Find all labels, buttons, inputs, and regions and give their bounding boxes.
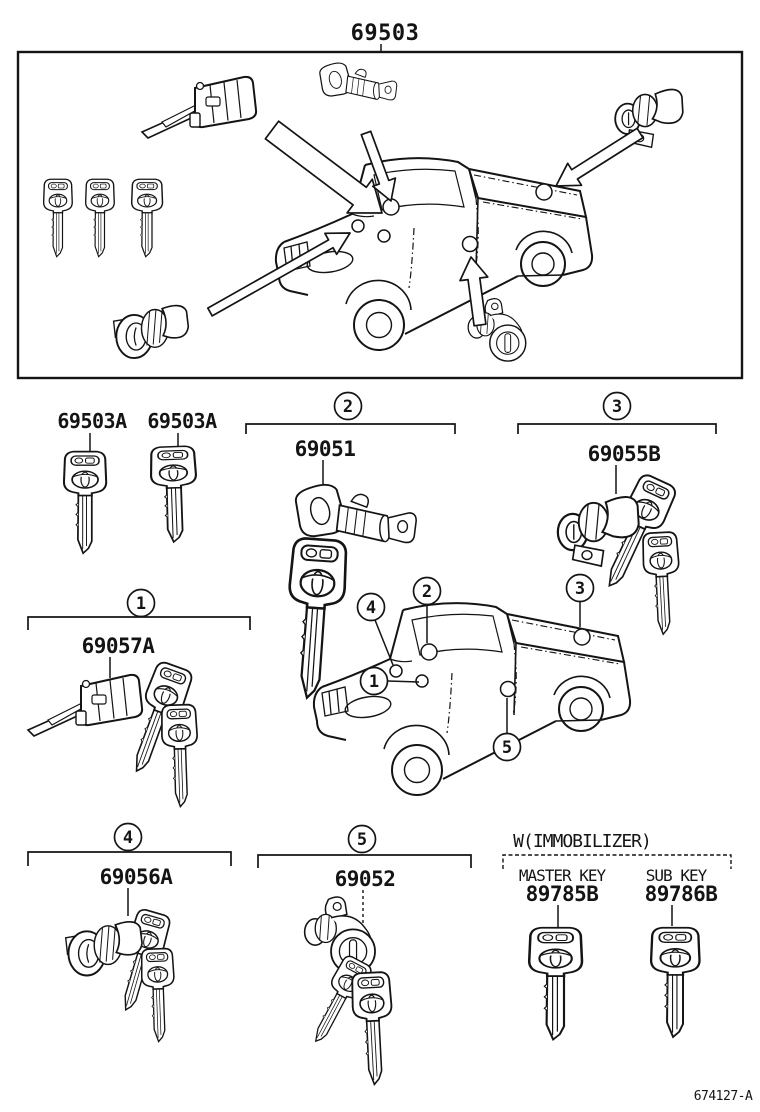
truck-callout-2: 2: [421, 582, 433, 602]
truck-callout-5: 5: [501, 738, 513, 758]
master-key-art: [529, 928, 582, 1040]
location-truck-art: [314, 603, 630, 795]
immobilizer-heading: W(IMMOBILIZER): [513, 831, 651, 852]
section-3-key-b-art: [642, 532, 682, 635]
section-2-door-lock-art: [296, 485, 416, 543]
kit-door-lock-assembly-art: [320, 63, 397, 100]
loose-key-right-label: 69503A: [147, 409, 217, 433]
section-5-key-b-art: [351, 972, 396, 1086]
section-4-bracket: [28, 852, 231, 866]
truck-callout-4: 4: [365, 598, 377, 618]
drawing-code: 674127-A: [693, 1089, 753, 1104]
loose-key-left-art: [64, 452, 106, 554]
section-5-lock-art: [305, 897, 375, 973]
section-4-part-number: 69056A: [99, 865, 173, 889]
section-2-bracket: [246, 424, 455, 434]
truck-callout-3: 3: [574, 579, 586, 599]
section-3-bracket: [518, 424, 716, 434]
truck-callout-1-leader: [388, 681, 419, 682]
kit-ignition-cylinder-art: [114, 306, 189, 359]
section-5-callout: 5: [356, 830, 368, 850]
truck-callout-4-leader: [375, 620, 393, 665]
arrow-to-door: [460, 257, 488, 326]
kit-key-2: [86, 179, 115, 256]
section-4-callout: 4: [122, 828, 134, 848]
section-1-bracket: [28, 617, 250, 630]
sub-key-part-number: 89786B: [644, 882, 718, 906]
arrow-to-bed: [556, 128, 643, 186]
kit-part-number-label: 69503: [350, 21, 420, 46]
loose-key-left-label: 69503A: [57, 409, 127, 433]
sub-key-label: SUB KEY: [645, 866, 707, 885]
section-1-lock-art: [28, 675, 142, 736]
truck-callout-1: 1: [368, 672, 380, 692]
master-key-part-number: 89785B: [525, 882, 599, 906]
section-2-part-number: 69051: [294, 437, 356, 461]
section-2-key-art: [282, 538, 348, 700]
section-3-part-number: 69055B: [587, 442, 661, 466]
section-4-key-b-art: [141, 948, 176, 1042]
kit-key-3: [132, 179, 163, 256]
kit-key-1: [44, 179, 73, 256]
section-4-lock-art: [66, 922, 142, 976]
section-1-callout: 1: [135, 594, 147, 614]
section-5-part-number: 69052: [334, 867, 396, 891]
section-1-key-b-art: [161, 704, 200, 807]
section-3-callout: 3: [611, 397, 623, 417]
section-1-part-number: 69057A: [81, 634, 155, 658]
master-key-label: MASTER KEY: [518, 866, 606, 885]
sub-key-art: [651, 928, 699, 1037]
loose-key-right-art: [150, 446, 198, 543]
kit-steering-lock-art: [142, 77, 256, 138]
section-2-callout: 2: [342, 397, 354, 417]
